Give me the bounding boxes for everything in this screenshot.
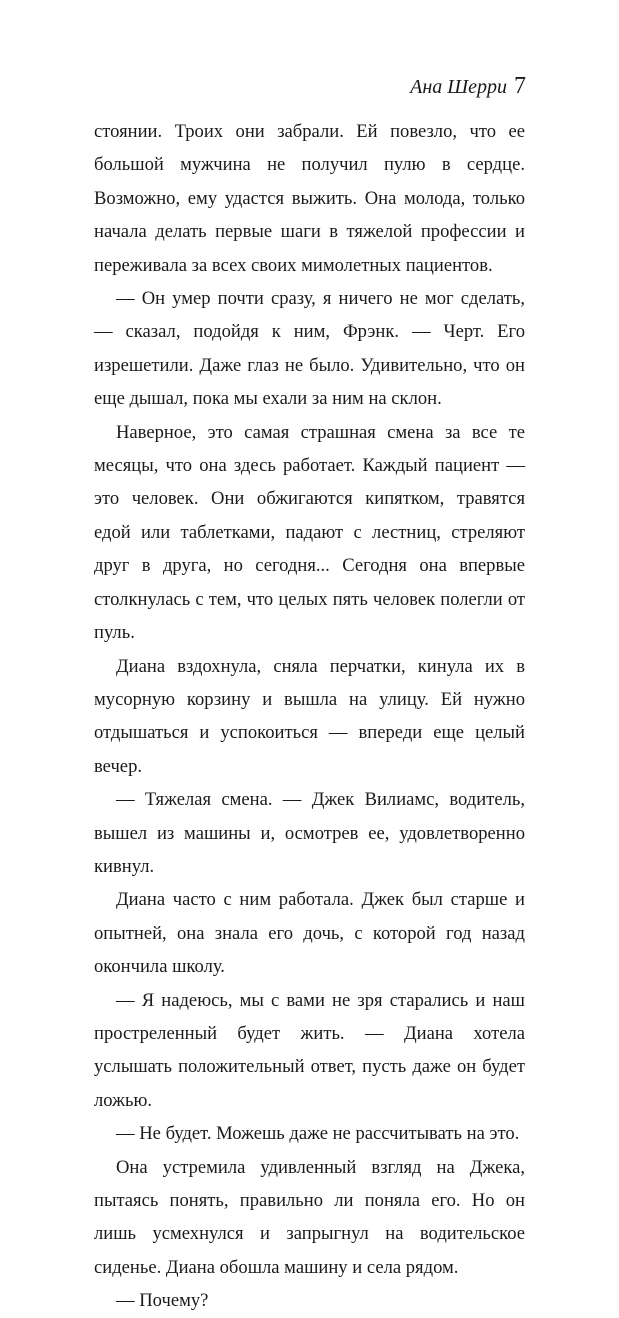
paragraph: Диана часто с ним работала. Джек был старше и опытней, она знала его дочь, с которой год назад окончила школу. xyxy=(94,889,525,978)
page-number: 7 xyxy=(514,73,526,99)
page-header xyxy=(410,74,526,99)
paragraph: — Он умер почти сразу, я ничего не мог сделать, — сказал, подойдя к ним, Фрэнк. — Черт. Его изрешетили. Даже глаз не было. Удивительно, что он еще дышал, пока мы ехали за ним на склон. xyxy=(94,288,525,410)
paragraph: — Почему? xyxy=(116,1290,209,1312)
body-text xyxy=(94,115,525,1318)
running-head-author: Ана Шерри xyxy=(410,76,507,98)
paragraph: Наверное, это самая страшная смена за все те месяцы, что она здесь работает. Каждый пациент — это человек. Они обжигаются кипятком, травятся едой или таблетками, падают с лестниц, стреляют друг в друга, но сегодня... Сегодня она впервые столкнулась с тем, что целых пять человек полегли от пуль. xyxy=(94,421,525,644)
paragraph: Диана вздохнула, сняла перчатки, кинула их в мусорную корзину и вышла на улицу. Ей нужно отдышаться и успокоиться — впереди еще целый вечер. xyxy=(94,655,525,777)
paragraph: — Я надеюсь, мы с вами не зря старались и наш простреленный будет жить. — Диана хотела услышать положительный ответ, пусть даже он будет ложью. xyxy=(94,989,525,1111)
paragraph: стоянии. Троих они забрали. Ей повезло, что ее большой мужчина не получил пулю в сердце. Возможно, ему удастся выжить. Она молода, только начала делать первые шаги в тяжелой профессии и переживала за всех своих мимолетных пациентов. xyxy=(94,121,525,276)
paragraph: — Не будет. Можешь даже не рассчитывать на это. xyxy=(116,1123,520,1145)
paragraph: Она устремила удивленный взгляд на Джека, пытаясь понять, правильно ли поняла его. Но он лишь усмехнулся и запрыгнул на водительское сиденье. Диана обошла машину и села рядом. xyxy=(94,1156,525,1278)
paragraph: — Тяжелая смена. — Джек Вилиамс, водитель, вышел из машины и, осмотрев ее, удовлетворенно кивнул. xyxy=(94,789,525,877)
